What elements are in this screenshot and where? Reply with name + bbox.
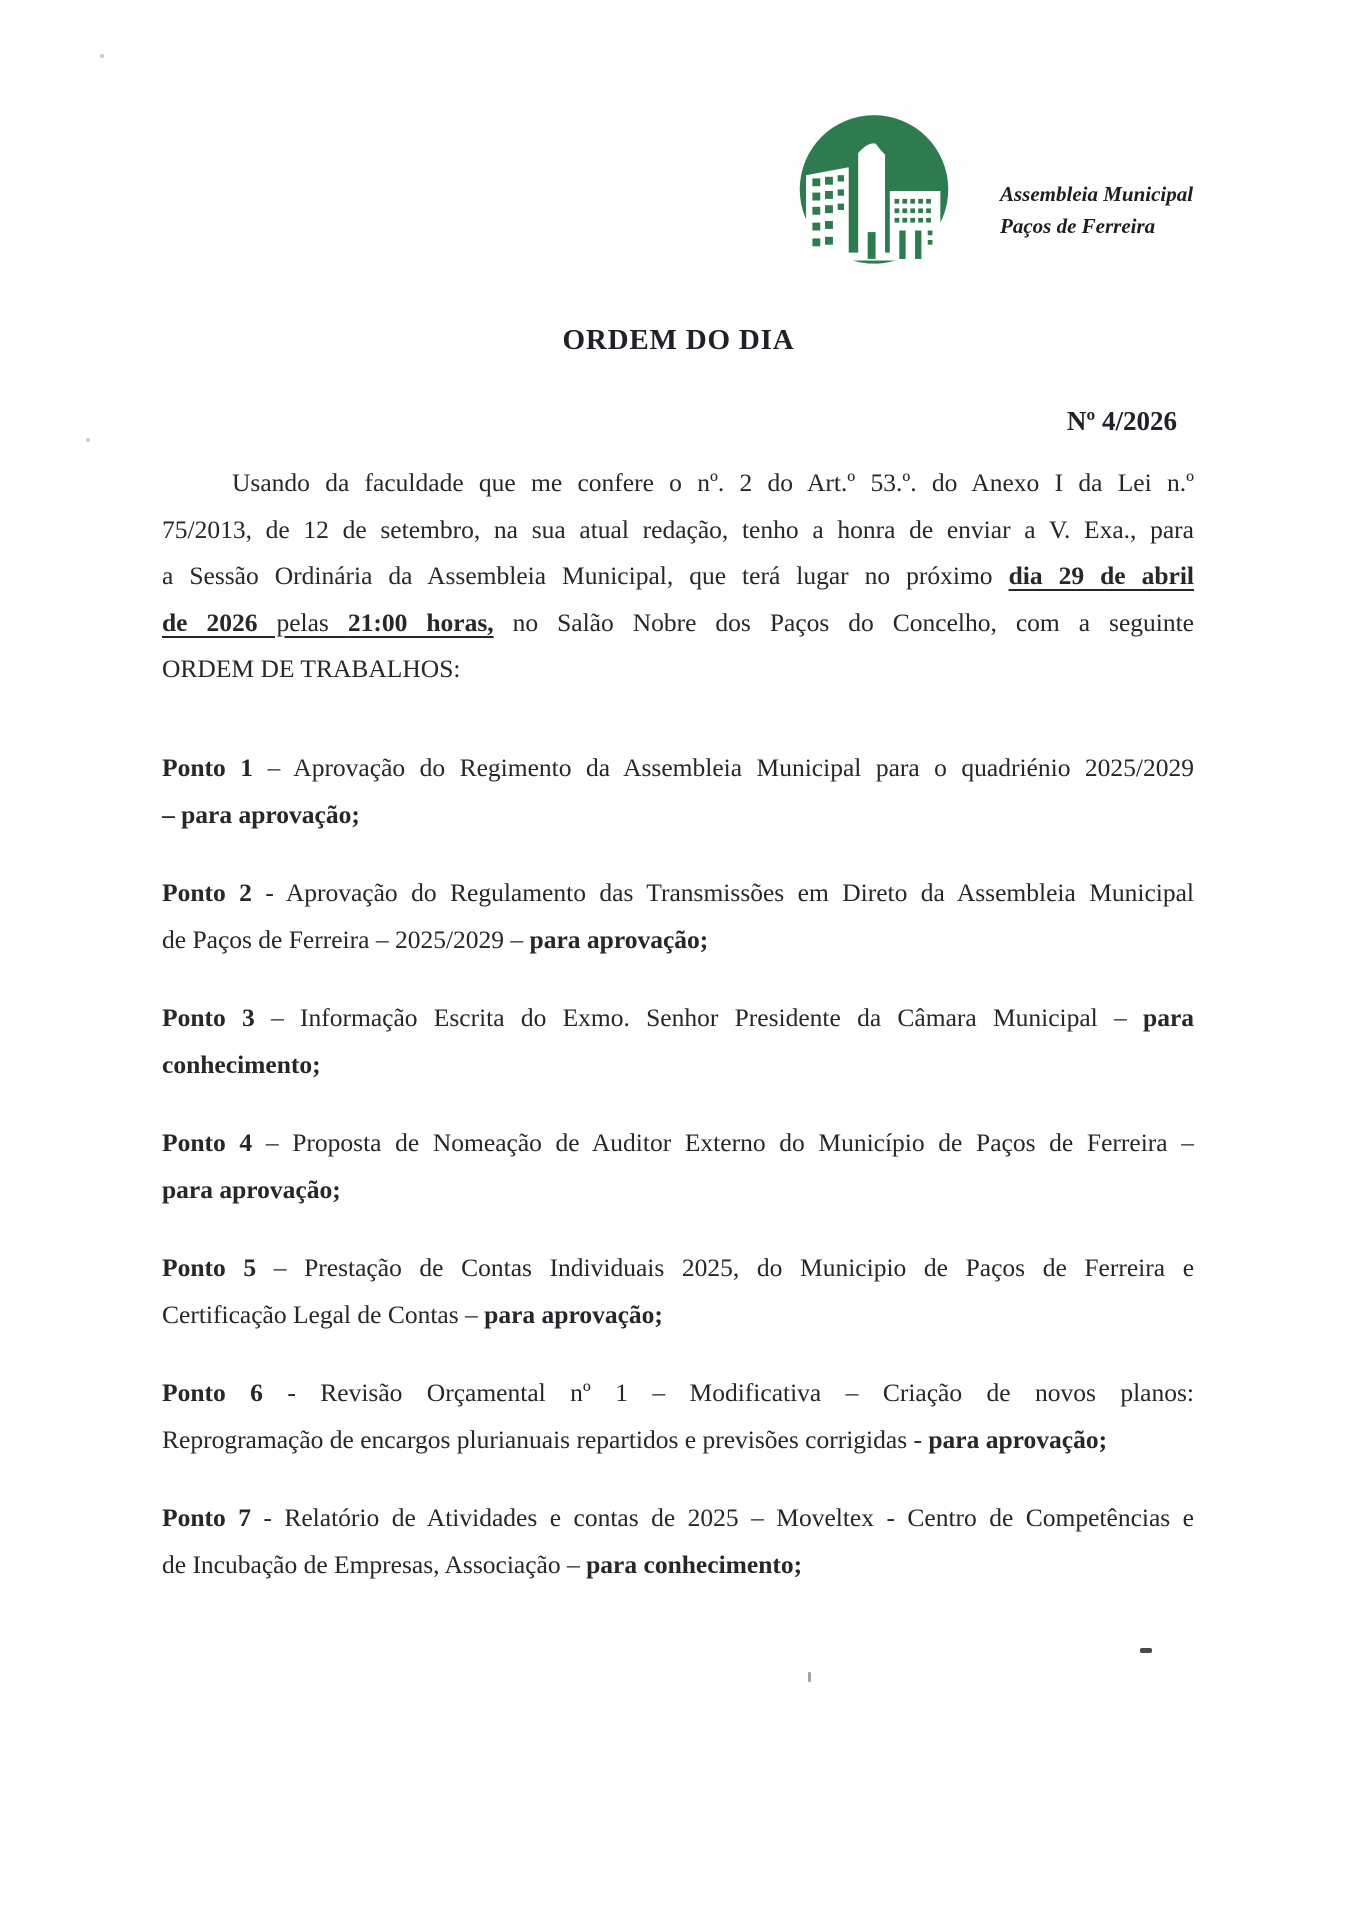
text-run: de Paços de Ferreira – 2025/2029 – xyxy=(162,925,530,954)
text-run: – Informação Escrita do Exmo. Senhor Presidente da Câmara Municipal – xyxy=(254,1003,1144,1032)
agenda-item-4 xyxy=(162,1119,1194,1213)
text-run: – Proposta de Nomeação de Auditor Externo do Município de Paços de Ferreira – xyxy=(252,1128,1195,1157)
text-run: ORDEM DE TRABALHOS: xyxy=(162,654,461,683)
agenda-item-5-line-1 xyxy=(162,1244,1194,1291)
scan-speck xyxy=(100,54,104,58)
text-run: 75/2013, de 12 de setembro, na sua atual redação, tenho a honra de enviar a V. Exa., para xyxy=(162,514,1194,544)
text-run: - Revisão Orçamental nº 1 – Modificativa – Criação de novos planos: xyxy=(262,1378,1195,1407)
text-run: Ponto 1 xyxy=(162,753,253,782)
text-run: de 2026 xyxy=(162,607,258,637)
agenda-item-4-line-2 xyxy=(162,1166,1194,1213)
text-run: de Incubação de Empresas, Associação – xyxy=(162,1550,587,1579)
text-run: Reprogramação de encargos plurianuais repartidos e previsões corrigidas - xyxy=(162,1425,929,1454)
letterhead-caption-line1: Assembleia Municipal xyxy=(1000,182,1194,206)
agenda-item-2-line-1 xyxy=(162,869,1194,916)
text-run: – para aprovação; xyxy=(162,800,360,829)
agenda-item-6 xyxy=(162,1369,1194,1463)
text-run: – Prestação de Contas Individuais 2025, do Municipio de Paços de Ferreira e xyxy=(256,1253,1195,1282)
text-run: 21:00 horas, xyxy=(347,607,494,637)
municipal-crest-logo xyxy=(795,110,953,272)
agenda-item-1 xyxy=(162,744,1194,838)
agenda-item-6-line-1 xyxy=(162,1369,1194,1416)
text-run: Ponto 4 xyxy=(162,1128,253,1157)
text-run: no Salão Nobre dos Paços do Concelho, com a seguinte xyxy=(493,607,1194,637)
text-run: Ponto 7 xyxy=(162,1503,251,1532)
agenda-item-1-line-1 xyxy=(162,744,1194,791)
intro-line-5-order-of-works xyxy=(162,646,1194,693)
text-run: conhecimento; xyxy=(162,1050,321,1079)
agenda-item-7-line-2 xyxy=(162,1541,1194,1588)
text-run: dia 29 de abril xyxy=(1008,561,1194,590)
text-run: - Relatório de Atividades e contas de 2025 – Moveltex - Centro de Competências e xyxy=(250,1503,1194,1532)
agenda-item-3-line-1 xyxy=(162,994,1194,1041)
agenda-item-1-line-2 xyxy=(162,791,1194,838)
scan-speck xyxy=(86,438,90,442)
agenda-item-5-line-2 xyxy=(162,1291,1194,1338)
agenda-item-7 xyxy=(162,1494,1194,1588)
text-run: Ponto 2 xyxy=(162,878,252,907)
agenda-item-4-line-1 xyxy=(162,1119,1194,1166)
text-run: - Aprovação do Regulamento das Transmissões em Direto da Assembleia Municipal xyxy=(251,878,1195,907)
text-run: para aprovação; xyxy=(529,925,709,954)
text-run: pelas xyxy=(257,607,348,637)
letterhead-caption xyxy=(1000,178,1260,242)
text-run: Usando da faculdade que me confere o nº. 2 do Art.º 53.º. do Anexo I da Lei n.º xyxy=(232,468,1194,497)
agenda-item-7-line-1 xyxy=(162,1494,1194,1541)
text-run: Certificação Legal de Contas – xyxy=(162,1300,485,1329)
text-run: Ponto 5 xyxy=(162,1253,257,1282)
scan-artifact-tick xyxy=(808,1672,811,1682)
agenda-item-2-line-2 xyxy=(162,916,1194,963)
text-run: para xyxy=(1143,1003,1195,1032)
text-run: Ponto 3 xyxy=(162,1003,255,1032)
intro-line-2 xyxy=(162,507,1194,554)
agenda-item-6-line-2 xyxy=(162,1416,1194,1463)
agenda-item-5 xyxy=(162,1244,1194,1338)
intro-paragraph xyxy=(162,460,1194,693)
intro-line-3 xyxy=(162,553,1194,600)
document-title: ORDEM DO DIA xyxy=(562,324,795,356)
intro-line-1 xyxy=(162,460,1194,507)
text-run: para conhecimento; xyxy=(586,1550,803,1579)
agenda-item-2 xyxy=(162,869,1194,963)
agenda-item-3-line-2 xyxy=(162,1041,1194,1088)
document-number: Nº 4/2026 xyxy=(1066,406,1177,436)
letterhead-caption-line2: Paços de Ferreira xyxy=(1000,214,1156,238)
intro-line-4 xyxy=(162,600,1194,647)
agenda-item-3 xyxy=(162,994,1194,1088)
text-run: – Aprovação do Regimento da Assembleia Municipal para o quadriénio 2025/2029 xyxy=(252,753,1195,782)
text-run: para aprovação; xyxy=(928,1425,1108,1454)
text-run: para aprovação; xyxy=(162,1175,341,1204)
text-run: para aprovação; xyxy=(484,1300,663,1329)
scan-artifact-dash xyxy=(1140,1648,1152,1653)
text-run: Ponto 6 xyxy=(162,1378,263,1407)
text-run: a Sessão Ordinária da Assembleia Municipal, que terá lugar no próximo xyxy=(162,561,1009,590)
